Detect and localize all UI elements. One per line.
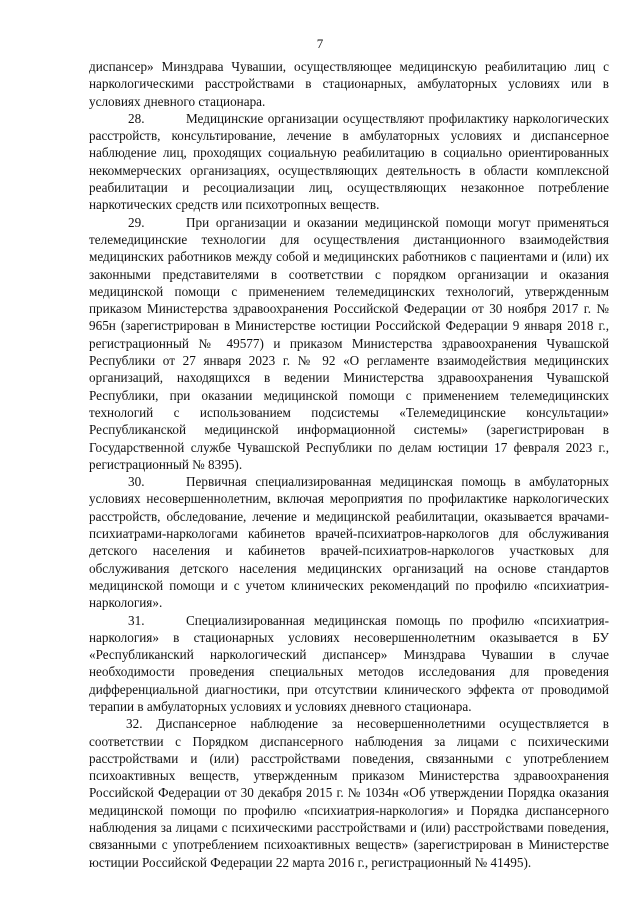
- paragraph-31: [89, 612, 609, 716]
- paragraph-29: [89, 214, 609, 473]
- paragraph-28: [89, 110, 609, 214]
- paragraph-text: Первичная специализированная медицинская помощь в амбулаторных условиях несовершеннолетним, включая мероприятия по профилактике наркологических расстройств, обследование, лечение и медицинской реабилитации, оказывается врачами-психиатрами-наркологами кабинетов врачей-психиатров-наркологов для обслуживания детского населения и кабинетов врачей-психиатров-наркологов участковых для обслуживания детского населения медицинских организаций на основе стандартов медицинской помощи и с учетом клинических рекомендаций по профилю «психиатрия-наркология».: [89, 474, 609, 611]
- page-number: 7: [316, 36, 324, 51]
- paragraph-text: диспансер» Минздрава Чувашии, осуществляющее медицинскую реабилитацию лиц с наркологическими расстройствами в стационарных, амбулаторных условиях или в условиях дневного стационара.: [89, 59, 609, 109]
- paragraph-32: [89, 715, 609, 871]
- paragraph-text: Специализированная медицинская помощь по профилю «психиатрия-наркология» в стационарных условиях несовершеннолетним оказывается в БУ «Республиканский наркологический диспансер» Минздрава Чувашии в случае необходимости проведения специальных методов исследования для проведения дифференциальной диагностики, при отсутствии клинического эффекта от проводимой терапии в амбулаторных условиях и условиях дневного стационара.: [89, 612, 609, 714]
- paragraph-text: При организации и оказании медицинской помощи могут применяться телемедицинские технологии для осуществления дистанционного взаимодействия медицинских работников между собой и медицинских работников с пациентами и (или) их законными представителями в соответствии с порядком организации и оказания медицинской помощи с применением телемедицинских технологий, утвержденным приказом Министерства здравоохранения Российской Федерации от 30 ноября 2017 г. № 965н (зарегистрирован в Министерстве юстиции Российской Федерации 9 января 2018 г., регистрационный № 49577) и приказом Министерства здравоохранения Чувашской Республики от 27 января 2023 г. № 92 «О регламенте взаимодействия медицинских организаций, находящихся в ведении Министерства здравоохранения Чувашской Республики, при оказании медицинской помощи с применением телемедицинских технологий с использованием подсистемы «Телемедицинские консультации» Республиканской медицинской информационной системы» (зарегистрирован в Государственной службе Чувашской Республики по делам юстиции 17 февраля 2023 г., регистрационный № 8395).: [89, 214, 609, 472]
- paragraph-text: 32. Диспансерное наблюдение за несовершеннолетними осуществляется в соответствии с Порядком диспансерного наблюдения за лицами с психическими расстройствами и (или) расстройствами поведения, связанными с употреблением психоактивных веществ, утвержденным приказом Министерства здравоохранения Российской Федерации от 30 декабря 2015 г. № 1034н «Об утверждении Порядка оказания медицинской помощи по профилю «психиатрия-наркология» и Порядка диспансерного наблюдения за лицами с психическими расстройствами и (или) расстройствами поведения, связанными с употреблением психоактивных веществ» (зарегистрирован в Министерстве юстиции Российской Федерации 22 марта 2016 г., регистрационный № 41495).: [89, 716, 609, 870]
- paragraph-number: 31.: [128, 612, 145, 628]
- paragraph-30: [89, 473, 609, 611]
- paragraph-text: Медицинские организации осуществляют профилактику наркологических расстройств, консультирование, лечение в амбулаторных условиях и диспансерное наблюдение лиц, проходящих социальную реабилитацию в социально ориентированных некоммерческих организациях, осуществляющих деятельность в области комплексной реабилитации и ресоциализации лиц, осуществляющих незаконное потребление наркотических средств или психотропных веществ.: [89, 110, 609, 213]
- paragraph-number: 30.: [128, 474, 145, 490]
- paragraph-number: 29.: [128, 214, 145, 230]
- paragraph-continuation: [89, 58, 609, 110]
- document-body: [89, 58, 609, 871]
- paragraph-number: 28.: [128, 110, 145, 126]
